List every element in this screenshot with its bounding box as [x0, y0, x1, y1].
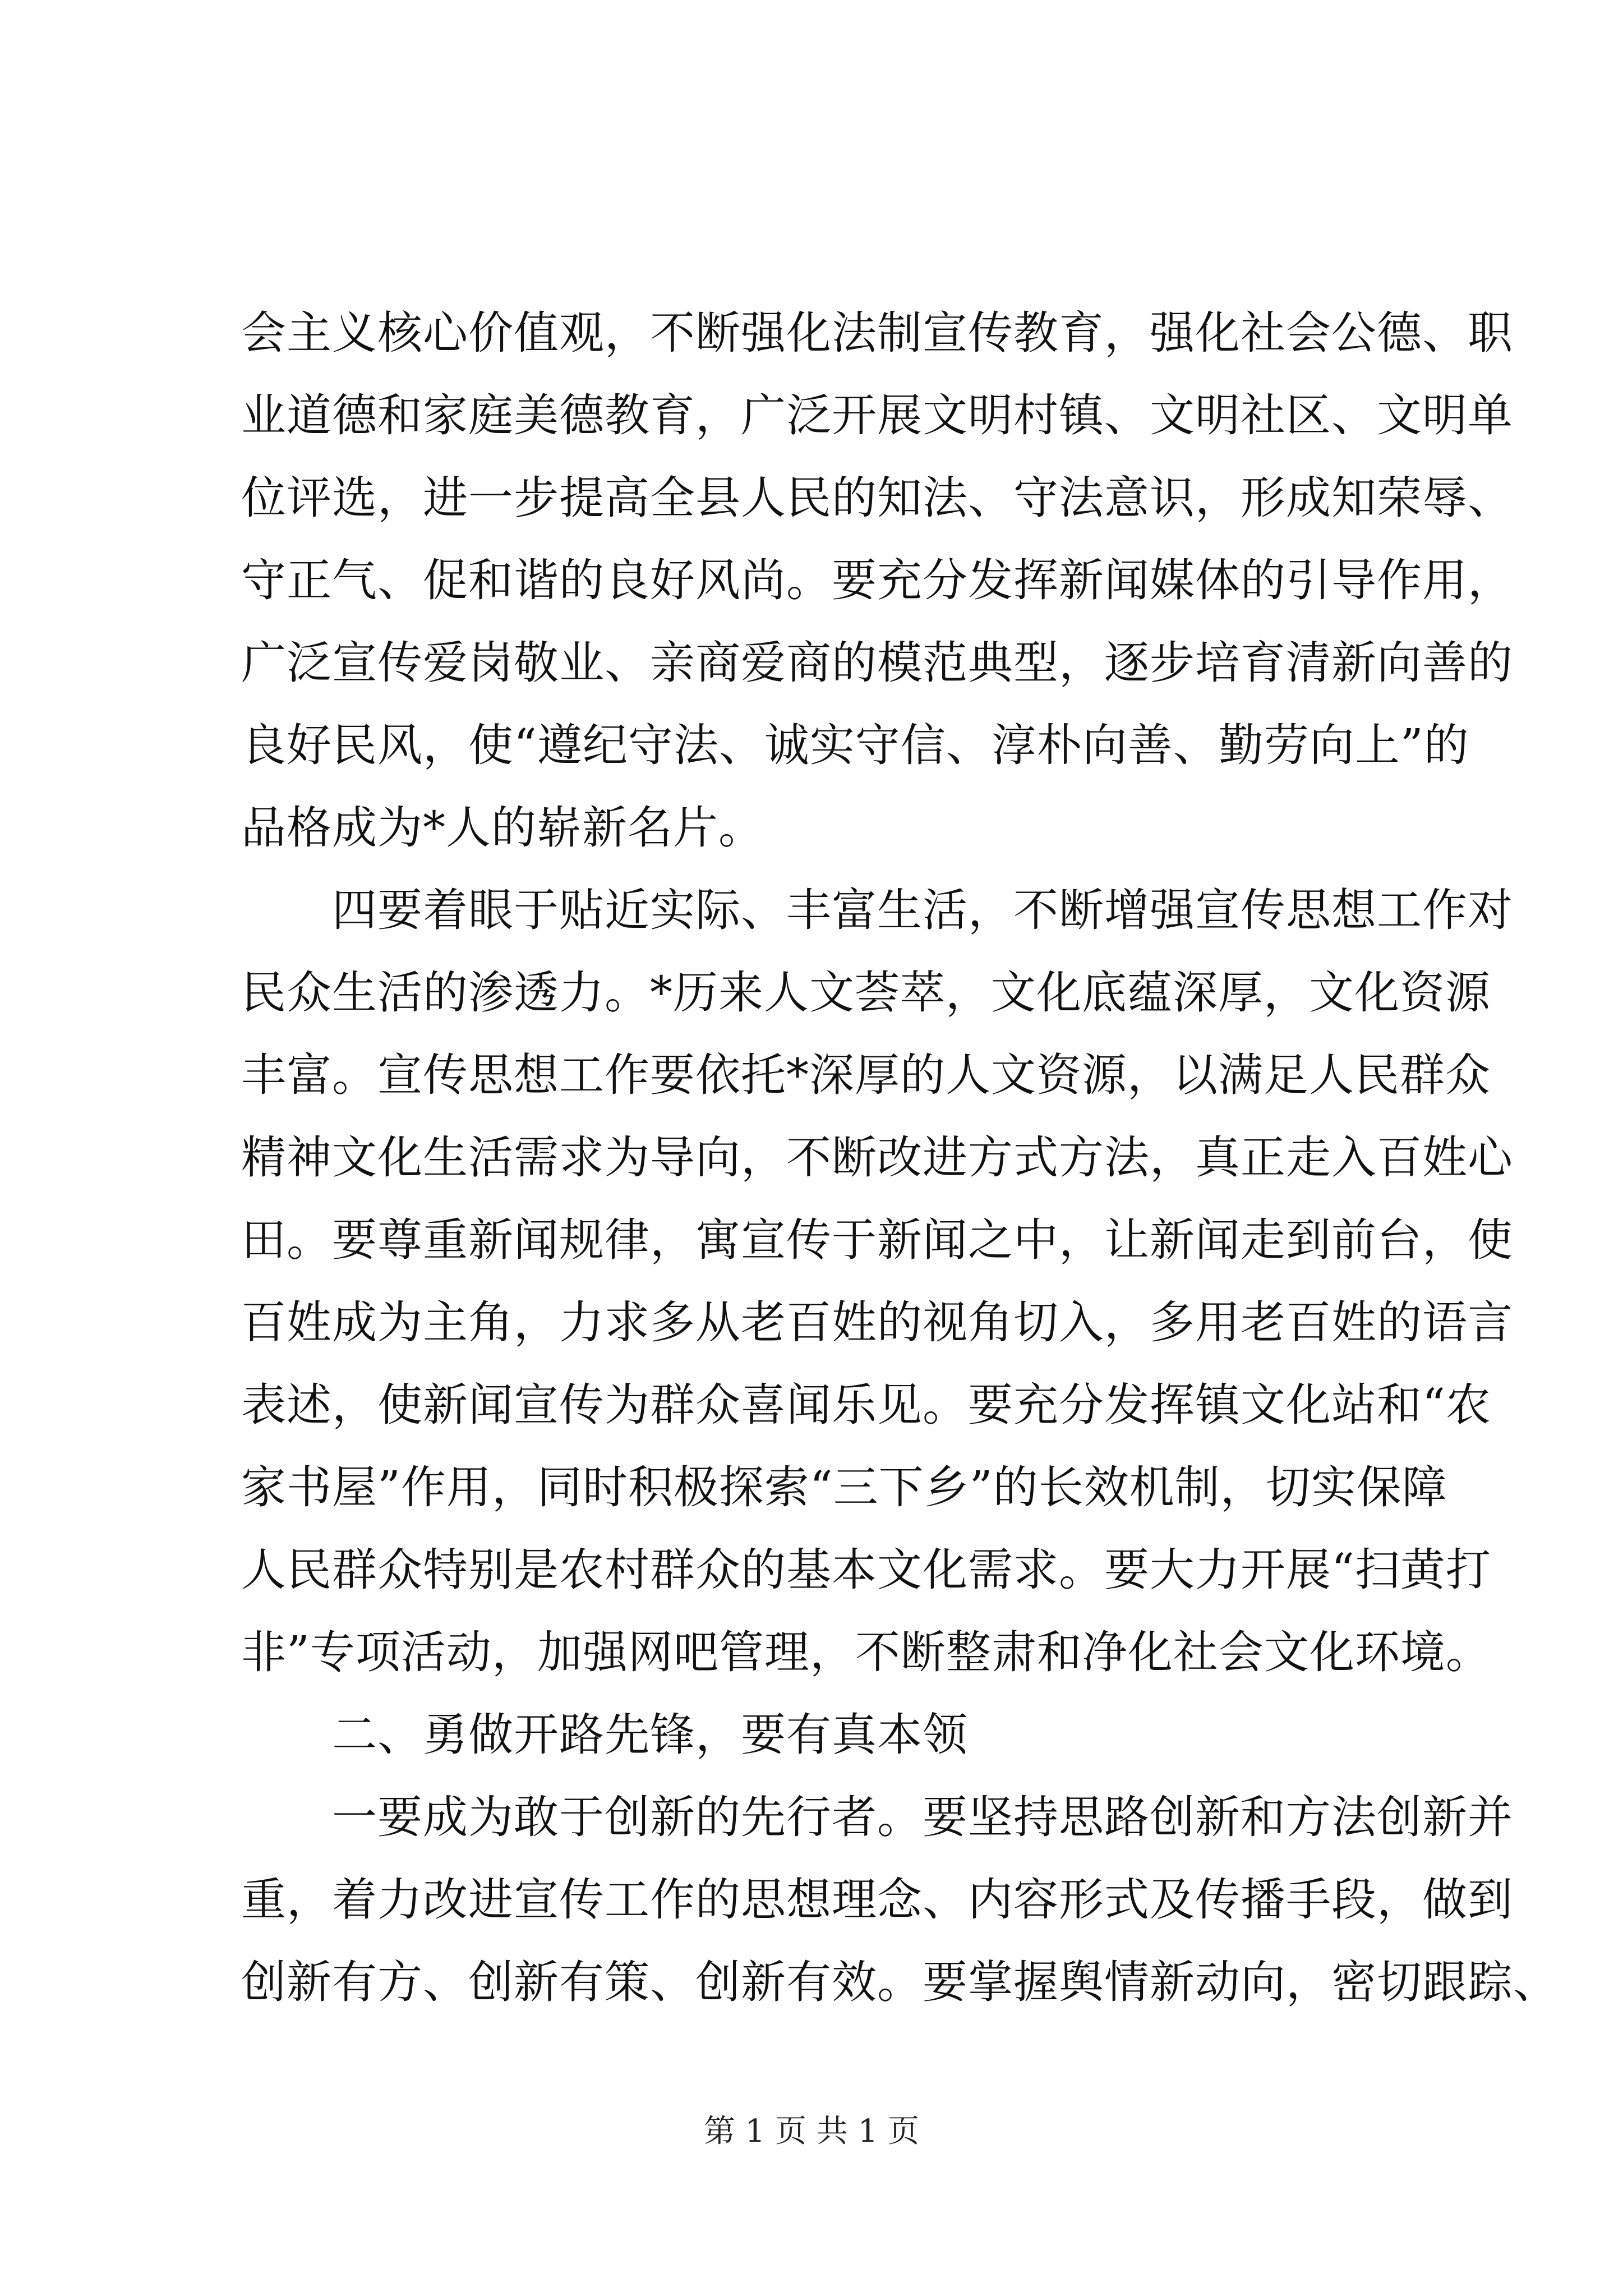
text-line: 非”专项活动，加强网吧管理，不断整肃和净化社会文化环境。: [241, 1626, 1491, 1678]
text-line: 四要着眼于贴近实际、丰富生活，不断增强宣传思想工作对: [241, 884, 1513, 936]
text-line: 丰富。宣传思想工作要依托*深厚的人文资源，以满足人民群众: [241, 1049, 1491, 1101]
text-line: 守正气、促和谐的良好风尚。要充分发挥新闻媒体的引导作用，: [241, 554, 1513, 606]
page-number-label: 第 1 页 共 1 页: [703, 2113, 920, 2150]
text-line: 业道德和家庭美德教育，广泛开展文明村镇、文明社区、文明单: [241, 389, 1513, 441]
text-line: 良好民风，使“遵纪守法、诚实守信、淳朴向善、勤劳向上”的: [241, 719, 1469, 771]
text-line: 重，着力改进宣传工作的思想理念、内容形式及传播手段，做到: [241, 1874, 1513, 1926]
page-footer: [0, 2109, 1623, 2154]
text-line: 一要成为敢于创新的先行者。要坚持思路创新和方法创新并: [241, 1791, 1513, 1843]
text-line: 广泛宣传爱岗敬业、亲商爱商的模范典型，逐步培育清新向善的: [241, 637, 1513, 689]
text-line: 品格成为*人的崭新名片。: [241, 802, 764, 854]
text-line: 精神文化生活需求为导向，不断改进方式方法，真正走入百姓心: [241, 1131, 1513, 1184]
text-line: 民众生活的渗透力。*历来人文荟萃，文化底蕴深厚，文化资源: [241, 967, 1491, 1019]
text-line: 人民群众特别是农村群众的基本文化需求。要大力开展“扫黄打: [241, 1544, 1491, 1596]
text-line: 创新有方、创新有策、创新有效。要掌握舆情新动向，密切跟踪、: [241, 1956, 1559, 2008]
text-line: 会主义核心价值观，不断强化法制宣传教育，强化社会公德、职: [241, 307, 1513, 359]
document-body: [241, 292, 1559, 2023]
text-line: 百姓成为主角，力求多从老百姓的视角切入，多用老百姓的语言: [241, 1296, 1513, 1349]
text-line: 田。要尊重新闻规律，寓宣传于新闻之中，让新闻走到前台，使: [241, 1214, 1513, 1266]
text-line: 位评选，进一步提高全县人民的知法、守法意识，形成知荣辱、: [241, 472, 1513, 524]
text-line: 家书屋”作用，同时积极探索“三下乡”的长效机制，切实保障: [241, 1461, 1447, 1513]
section-heading: 二、勇做开路先锋，要有真本领: [241, 1709, 968, 1761]
text-line: 表述，使新闻宣传为群众喜闻乐见。要充分发挥镇文化站和“农: [241, 1379, 1491, 1431]
